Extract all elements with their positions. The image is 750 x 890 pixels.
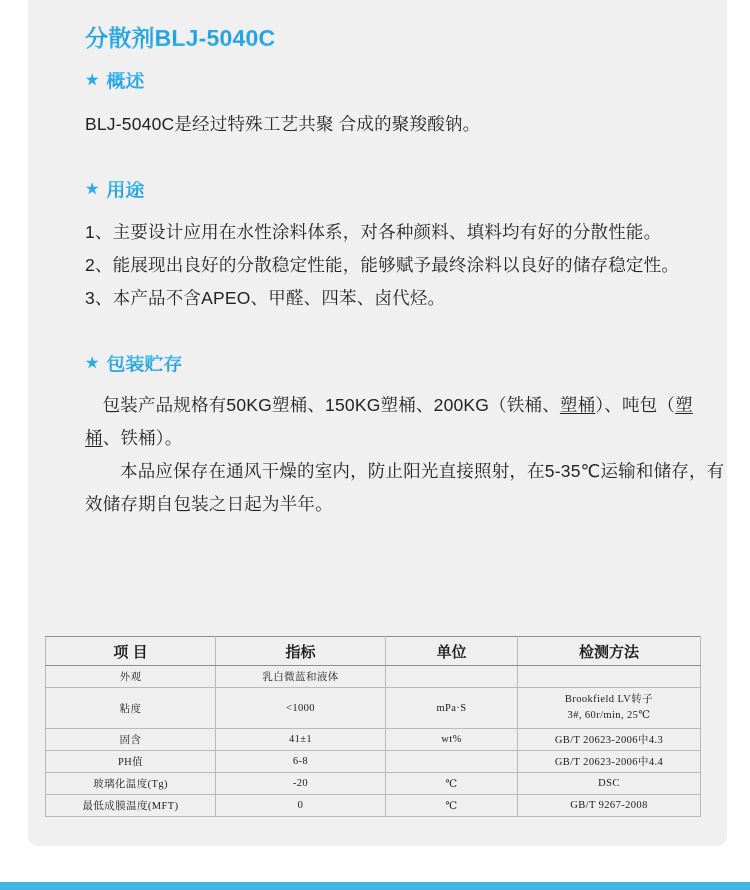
table-row xyxy=(46,688,701,729)
table-row xyxy=(46,773,701,795)
cell-unit: ℃ xyxy=(386,773,518,795)
cell-index: 0 xyxy=(216,795,386,817)
packaging-text-a: 包装产品规格有50KG塑桶、150KG塑桶、200KG（铁桶、 xyxy=(102,394,560,415)
usage-item-3: 3、本产品不含APEO、甲醛、四苯、卤代烃。 xyxy=(85,287,446,308)
section-heading-overview xyxy=(85,72,725,93)
star-icon: ★ xyxy=(85,180,100,198)
cell-unit: ℃ xyxy=(386,795,518,817)
star-icon: ★ xyxy=(85,354,100,372)
spec-table xyxy=(45,636,701,817)
section-heading-usage-label: 用途 xyxy=(106,179,145,201)
packaging-underline-2: 塑桶 xyxy=(85,394,693,448)
star-icon: ★ xyxy=(85,72,100,89)
table-row xyxy=(46,666,701,688)
packaging-text-b: ）、吨包（ xyxy=(595,394,676,415)
bottom-accent-bar xyxy=(0,882,750,890)
cell-method: GB/T 9267-2008 xyxy=(518,795,701,817)
cell-method: GB/T 20623-2006中4.4 xyxy=(518,751,701,773)
table-header-item: 项 目 xyxy=(46,637,216,666)
packaging-paragraph-1 xyxy=(85,389,725,455)
packaging-underline-1: 塑桶 xyxy=(559,394,596,415)
cell-item: 最低成膜温度(MFT) xyxy=(46,795,216,817)
cell-index: -20 xyxy=(216,773,386,795)
cell-item: 粘度 xyxy=(46,688,216,729)
cell-index: 41±1 xyxy=(216,729,386,751)
cell-unit xyxy=(386,751,518,773)
cell-unit: mPa·S xyxy=(386,688,518,729)
table-header-row xyxy=(46,637,701,666)
cell-method: DSC xyxy=(518,773,701,795)
cell-unit: wt% xyxy=(386,729,518,751)
section-heading-packaging xyxy=(85,355,725,376)
document-body xyxy=(85,72,725,521)
cell-method xyxy=(518,688,701,729)
usage-item-2: 2、能展现出良好的分散稳定性能，能够赋予最终涂料以良好的储存稳定性。 xyxy=(85,254,680,275)
cell-index: 乳白微蓝和液体 xyxy=(216,666,386,688)
table-row xyxy=(46,795,701,817)
cell-method-line-1: Brookfield LV转子 xyxy=(564,694,654,705)
cell-unit xyxy=(386,666,518,688)
page-title: 分散剂BLJ-5040C xyxy=(85,20,275,53)
table-row xyxy=(46,729,701,751)
table-header-index: 指标 xyxy=(216,637,386,666)
cell-method-line-2: 3#, 60r/min, 25℃ xyxy=(567,710,651,721)
cell-item: 玻璃化温度(Tg) xyxy=(46,773,216,795)
section-heading-overview-label: 概述 xyxy=(106,71,145,92)
table-header-method: 检测方法 xyxy=(518,637,701,666)
cell-item: 外观 xyxy=(46,666,216,688)
spec-table-wrapper xyxy=(45,636,700,817)
cell-method: GB/T 20623-2006中4.3 xyxy=(518,729,701,751)
packaging-text-c: 、铁桶）。 xyxy=(102,427,183,448)
cell-method xyxy=(518,666,701,688)
overview-paragraph: BLJ-5040C是经过特殊工艺共聚 合成的聚羧酸钠。 xyxy=(85,113,481,134)
cell-index: <1000 xyxy=(216,688,386,729)
cell-item: 固含 xyxy=(46,729,216,751)
section-heading-usage xyxy=(85,181,725,202)
cell-item: PH值 xyxy=(46,751,216,773)
table-row xyxy=(46,751,701,773)
usage-item-1: 1、主要设计应用在水性涂料体系，对各种颜料、填料均有好的分散性能。 xyxy=(85,221,662,242)
packaging-paragraph-2: 本品应保存在通风干燥的室内，防止阳光直接照射，在5-35℃运输和储存，有效储存期自包装之日起为半年。 xyxy=(85,460,725,514)
section-heading-packaging-label: 包装贮存 xyxy=(106,353,183,375)
cell-index: 6-8 xyxy=(216,751,386,773)
table-header-unit: 单位 xyxy=(386,637,518,666)
